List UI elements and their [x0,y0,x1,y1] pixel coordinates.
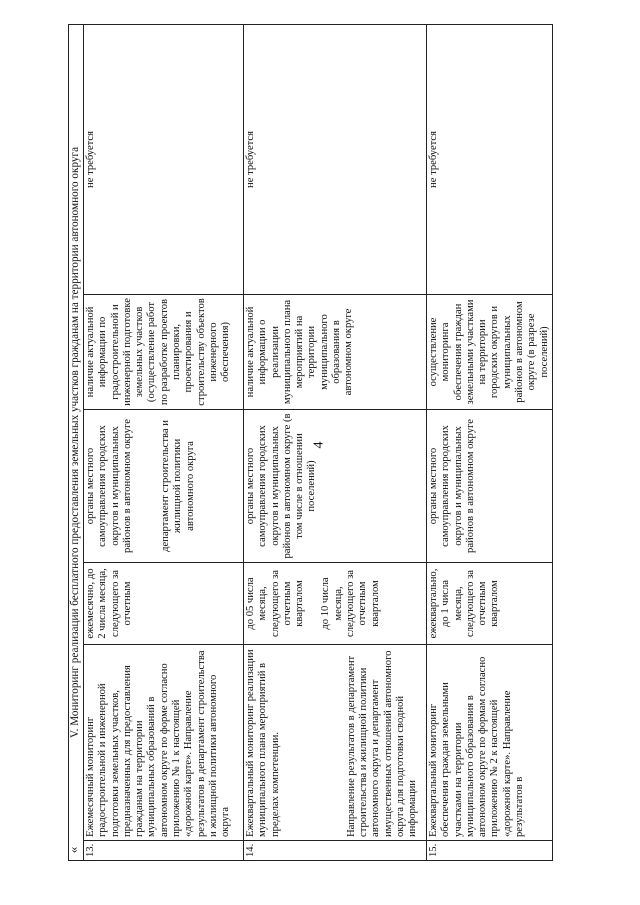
rotated-table-container [68,25,550,861]
table-row [84,24,244,860]
term-cell [427,563,553,645]
term-text: ежемесячно, до 2 числа месяца, следующего за отчетным [85,568,133,639]
result-cell: наличие актуальной информации по градостроительной и инженерной подготовке земельных участков (осуществление работ по разработке проектов планировки, проектирования и строительству объектов инженерного обеспечения) [84,295,244,410]
section-header-row [69,24,84,860]
responsible-text: органы местного самоуправления городских округов и муниципальных районов в автономном округе (в том числе в отношении поселений) [245,413,318,559]
row-number: 13. [84,841,244,861]
responsible-extra-text: департамент строительства и жилищной политики автономного округа [160,420,196,552]
roadmap-table [68,24,553,861]
action-cell [427,645,553,841]
action-text: Ежемесячный мониторинг градостроительной и инженерной подготовки земельных участков, предназначенных для предоставления гражданам на территории муниципальных образований в автономном округе по форме согласно приложению № 1 к настоящей «дорожной карте». Направление результатов в департамент строительства и жилищной политики автономного округа [85,650,232,837]
term-text: до 05 числа месяца, следующего за отчетным кварталом [245,570,306,637]
responsible-cell [244,410,427,563]
funding-cell: не требуется [84,24,244,294]
table-row [244,24,427,860]
responsible-text: органы местного самоуправления городских округов и муниципальных районов в автономном округе [85,419,133,553]
term-extra-text: до 10 числа месяца, следующего за отчетным кварталом [320,570,381,637]
result-cell: наличие актуальной информации о реализации муниципального плана мероприятий на территории муниципального образования в автономном округе [244,295,427,410]
action-text: Ежеквартальный мониторинг реализации муниципального плана мероприятий в пределах компетенции. [245,649,281,837]
spacer [134,413,160,559]
row-number: 15. [427,841,553,861]
term-cell [84,563,244,645]
funding-cell: не требуется [244,24,427,294]
funding-cell: не требуется [427,24,553,294]
quote-mark: « [65,846,81,854]
spacer [306,566,320,641]
page-number: 4 [311,441,327,449]
action-extra-text: Направление результатов в департамент строительства и жилищной политики автономного округа и департамент имущественных отношений автономного округа для подготовки сводной информации [345,650,419,837]
term-cell [244,563,427,645]
term-text: ежеквартально, до 1 числа месяца, следующего за отчетным кварталом [428,568,501,639]
result-cell: осуществление мониторинга обеспечения граждан земельными участками на территории городских округов и муниципальных районов в автономном округе (в разрезе поселений) [427,295,553,410]
responsible-cell [427,410,553,563]
responsible-cell [84,410,244,563]
action-text: Ежеквартальный мониторинг обеспечения граждан земельными участками на территории муниципального образования в автономном округе по формам согласно приложению № 2 к настоящей «дорожной карте». Направление результатов в [428,656,526,837]
table-row [427,24,553,860]
row-number: 14. [244,841,427,861]
action-cell [244,645,427,841]
responsible-text: органы местного самоуправления городских округов и муниципальных районов в автономном округе [428,419,476,553]
action-cell [84,645,244,841]
spacer [282,648,346,837]
section-title: V. Мониторинг реализации бесплатного предоставления земельных участков гражданам на территории автономного округа [69,24,84,860]
